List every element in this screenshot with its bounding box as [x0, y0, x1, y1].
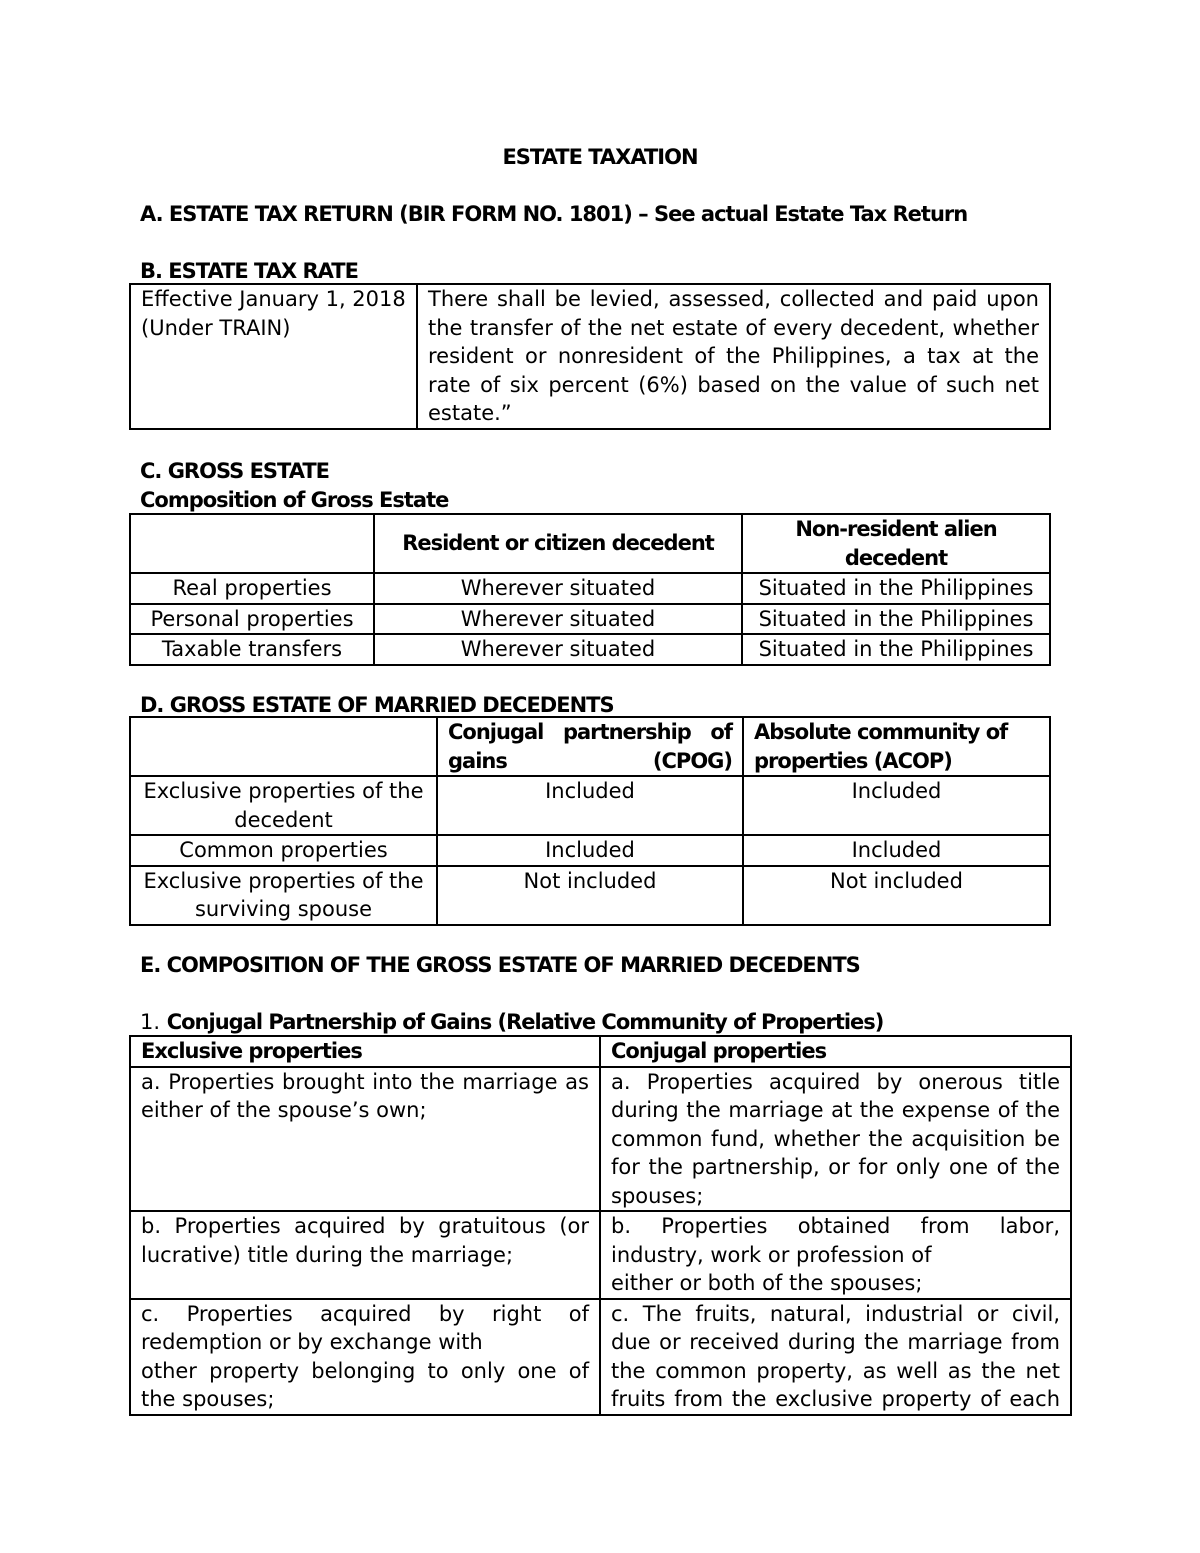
- row-label: Taxable transfers: [130, 634, 374, 665]
- table-row: [130, 1299, 1071, 1415]
- conjugal-property-cell: b. Properties obtained from labor, industry, work or profession of either or both of the spouses;: [600, 1211, 1071, 1299]
- tax-rate-table: [129, 283, 1051, 430]
- exclusive-property-cell: a. Properties brought into the marriage as either of the spouse’s own;: [130, 1067, 600, 1212]
- cpog-cell: Not included: [437, 866, 743, 925]
- header-cell-acop: Absolute community of properties (ACOP): [743, 717, 1050, 776]
- section-e-subheading: [140, 1008, 883, 1037]
- section-c-heading: C. GROSS ESTATE: [140, 459, 330, 483]
- header-cell-cpog: Conjugal partnership of gains (CPOG): [437, 717, 743, 776]
- header-cell-resident: Resident or citizen decedent: [374, 514, 742, 573]
- table-row: [130, 634, 1050, 665]
- resident-cell: Wherever situated: [374, 634, 742, 665]
- cpog-cell: Included: [437, 835, 743, 866]
- header-cell-blank: [130, 514, 374, 573]
- header-cell-nonresident: Non-resident alien decedent: [742, 514, 1050, 573]
- row-label: Personal properties: [130, 604, 374, 635]
- conjugal-partnership-table: [129, 1035, 1072, 1416]
- section-b-heading: B. ESTATE TAX RATE: [140, 259, 358, 283]
- conjugal-property-cell: c. The fruits, natural, industrial or civil, due or received during the marriage from the common property, as well as the net fruits from the exclusive property of each: [600, 1299, 1071, 1415]
- table-header-row: [130, 514, 1050, 573]
- document-title: ESTATE TAXATION: [502, 145, 698, 169]
- effective-date-cell: Effective January 1, 2018 (Under TRAIN): [130, 284, 417, 429]
- table-row: [130, 1067, 1071, 1212]
- exclusive-property-cell: b. Properties acquired by gratuitous (or lucrative) title during the marriage;: [130, 1211, 600, 1299]
- row-label: Common properties: [130, 835, 437, 866]
- table-row: [130, 604, 1050, 635]
- exclusive-property-cell: c. Properties acquired by right of redemption or by exchange with other property belonging to only one of the spouses;: [130, 1299, 600, 1415]
- header-cell-conjugal: Conjugal properties: [600, 1036, 1071, 1067]
- table-row: [130, 1211, 1071, 1299]
- table-header-row: [130, 1036, 1071, 1067]
- nonresident-cell: Situated in the Philippines: [742, 604, 1050, 635]
- subsection-number: 1.: [140, 1010, 167, 1034]
- section-a-heading: A. ESTATE TAX RETURN (BIR FORM NO. 1801) – See actual Estate Tax Return: [140, 202, 968, 226]
- conjugal-property-cell: a. Properties acquired by onerous title during the marriage at the expense of the common fund, whether the acquisition be for the partnership, or for only one of the spouses;: [600, 1067, 1071, 1212]
- resident-cell: Wherever situated: [374, 604, 742, 635]
- table-header-row: [130, 717, 1050, 776]
- header-cell-blank: [130, 717, 437, 776]
- cpog-cell: Included: [437, 776, 743, 835]
- acop-cell: Included: [743, 776, 1050, 835]
- nonresident-cell: Situated in the Philippines: [742, 634, 1050, 665]
- acop-cell: Not included: [743, 866, 1050, 925]
- gross-estate-table: [129, 513, 1051, 666]
- married-decedents-table: [129, 716, 1051, 926]
- table-row: [130, 776, 1050, 835]
- table-row: [130, 866, 1050, 925]
- row-label: Real properties: [130, 573, 374, 604]
- table-row: [130, 835, 1050, 866]
- nonresident-cell: Situated in the Philippines: [742, 573, 1050, 604]
- row-label: Exclusive properties of the surviving spouse: [130, 866, 437, 925]
- section-d-heading: D. GROSS ESTATE OF MARRIED DECEDENTS: [140, 693, 614, 717]
- header-cell-exclusive: Exclusive properties: [130, 1036, 600, 1067]
- tax-rate-text-cell: There shall be levied, assessed, collected and paid upon the transfer of the net estate of every decedent, whether resident or nonresident of the Philippines, a tax at the rate of six percent (6%) based on the value of such net estate.”: [417, 284, 1050, 429]
- section-c-subheading: Composition of Gross Estate: [140, 488, 449, 512]
- table-row: [130, 284, 1050, 429]
- section-e-heading: E. COMPOSITION OF THE GROSS ESTATE OF MARRIED DECEDENTS: [140, 953, 860, 977]
- resident-cell: Wherever situated: [374, 573, 742, 604]
- subsection-title: Conjugal Partnership of Gains (Relative Community of Properties): [166, 1010, 884, 1034]
- row-label: Exclusive properties of the decedent: [130, 776, 437, 835]
- acop-cell: Included: [743, 835, 1050, 866]
- table-row: [130, 573, 1050, 604]
